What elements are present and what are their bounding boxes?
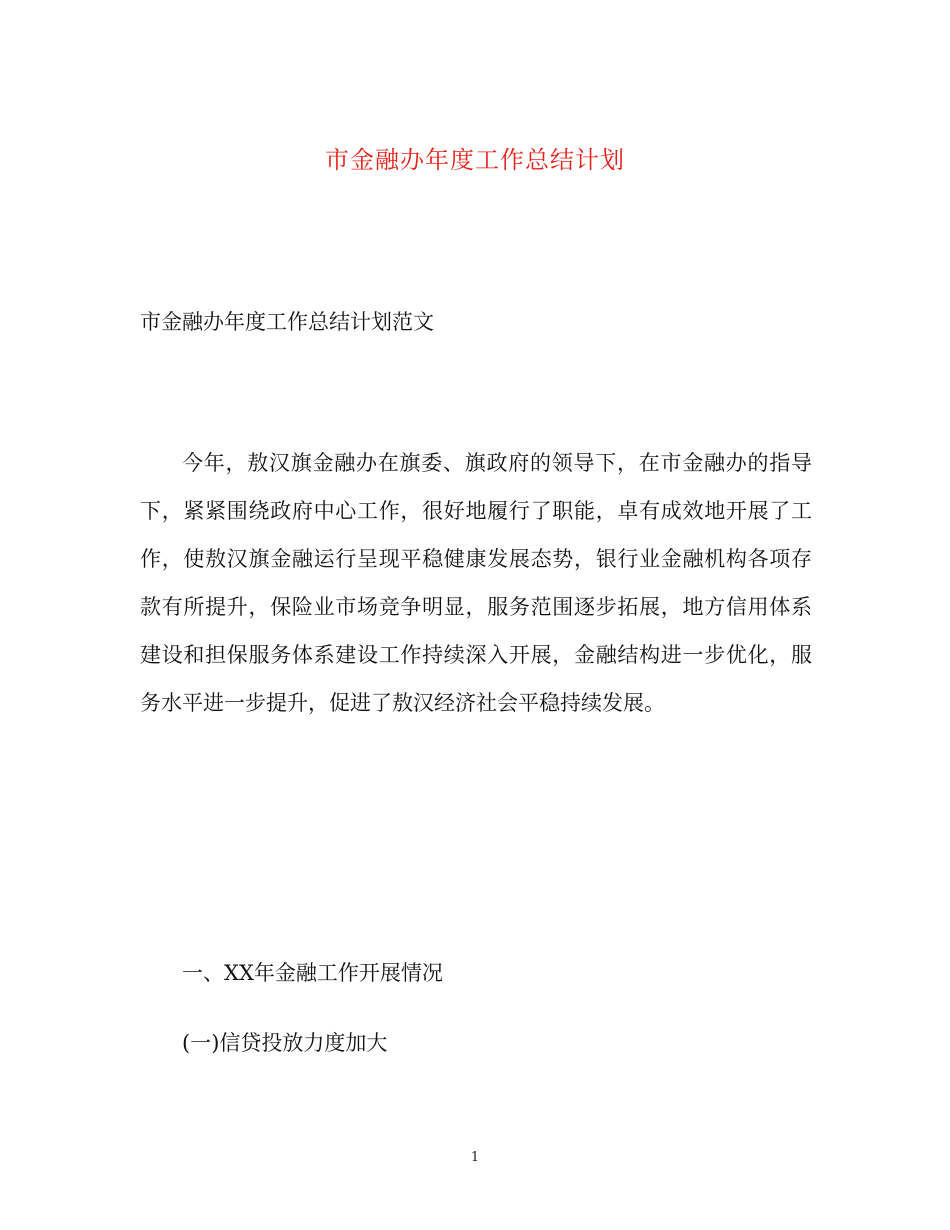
document-subtitle: 市金融办年度工作总结计划范文: [140, 310, 434, 334]
page-number: 1: [470, 1150, 480, 1165]
paragraph-line: 款有所提升，保险业市场竞争明显，服务范围逐步拓展，地方信用体系: [140, 595, 812, 619]
document-title: 市金融办年度工作总结计划: [325, 146, 625, 174]
paragraph-line: 下，紧紧围绕政府中心工作，很好地履行了职能，卓有成效地开展了工: [140, 499, 812, 523]
paragraph-line: 今年，敖汉旗金融办在旗委、旗政府的领导下，在市金融办的指导: [182, 451, 812, 475]
paragraph-line: 作，使敖汉旗金融运行呈现平稳健康发展态势，银行业金融机构各项存: [140, 547, 812, 571]
body-paragraph: [140, 447, 812, 735]
paragraph-line: 建设和担保服务体系建设工作持续深入开展，金融结构进一步优化，服: [140, 643, 812, 667]
section-heading: 一、XX年金融工作开展情况: [182, 961, 443, 985]
subsection-heading: (一)信贷投放力度加大: [182, 1031, 388, 1055]
paragraph-line: 务水平进一步提升，促进了敖汉经济社会平稳持续发展。: [140, 691, 665, 715]
